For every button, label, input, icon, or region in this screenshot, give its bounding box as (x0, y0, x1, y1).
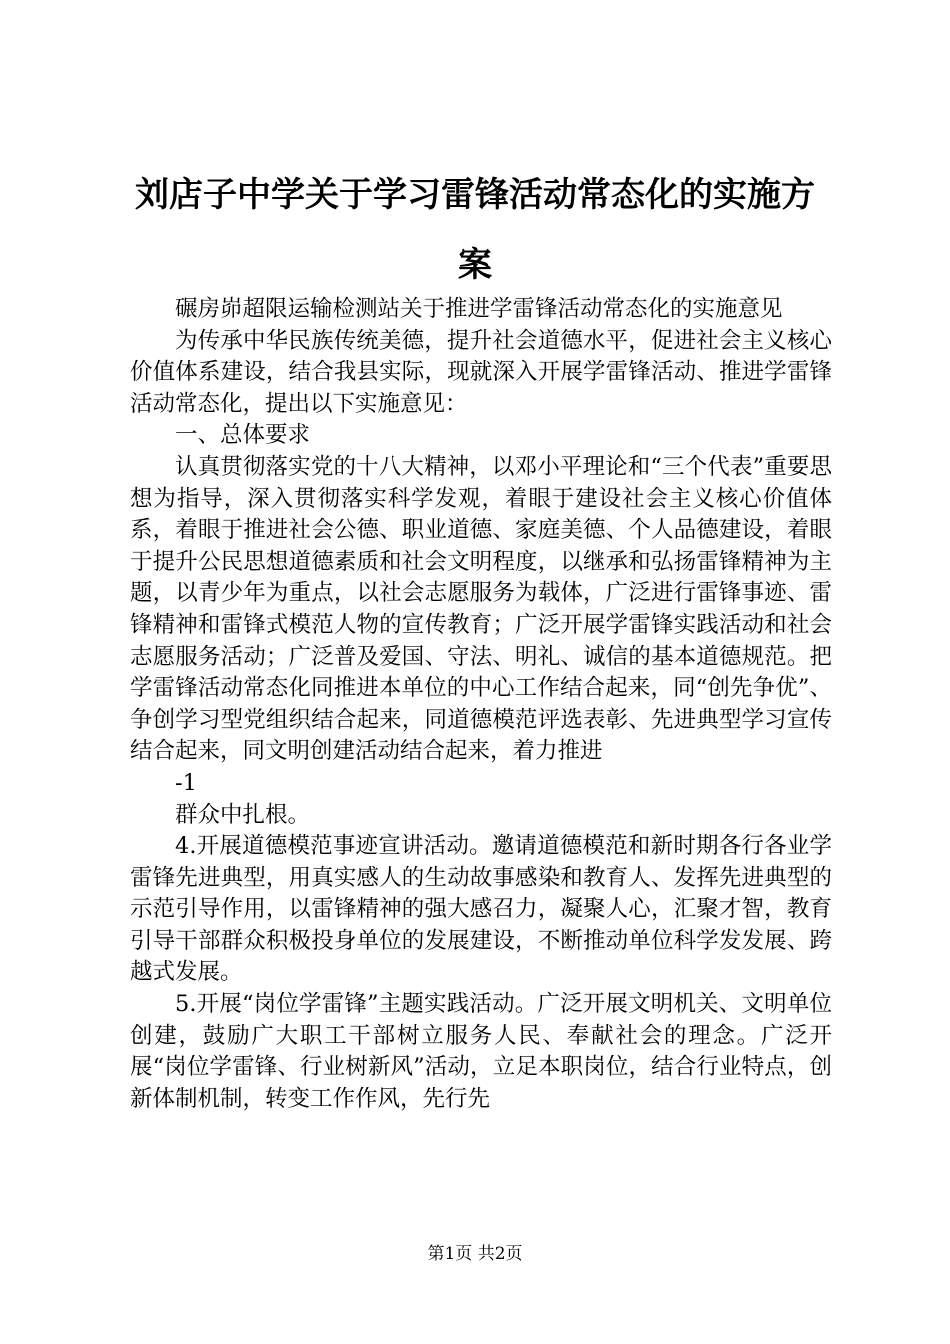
paragraph-item-5: 5.开展“岗位学雷锋”主题实践活动。广泛开展文明机关、文明单位创建，鼓励广大职工干部树立服务人民、奉献社会的理念。广泛开展“岗位学雷锋、行业树新风”活动，立足本职岗位，结合行业特点，创新体制机制，转变工作作风，先行先 (130, 991, 832, 1112)
paragraph-fragment: 群众中扎根。 (175, 801, 311, 828)
paragraph-item-4: 4.开展道德模范事迹宣讲活动。邀请道德模范和新时期各行各业学雷锋先进典型，用真实感人的生动故事感染和教育人、发挥先进典型的示范引导作用，以雷锋精神的强大感召力，凝聚人心，汇聚才智，教育引导干部群众积极投身单位的发展建设，不断推动单位科学发发展、跨越式发展。 (130, 833, 832, 986)
paragraph-subtitle: 碾房峁超限运输检测站关于推进学雷锋活动常态化的实施意见 (175, 296, 783, 322)
page-footer: 第1页 共2页 (427, 1244, 523, 1264)
document-title: 刘店子中学关于学习雷锋活动常态化的实施方案 (135, 175, 815, 285)
paragraph-requirements: 认真贯彻落实党的十八大精神，以邓小平理论和“三个代表”重要思想为指导，深入贯彻落实科学发观，着眼于建设社会主义核心价值体系，着眼于推进社会公德、职业道德、家庭美德、个人品德建设，着眼于提升公民思想道德素质和社会文明程度，以继承和弘扬雷锋精神为主题，以青少年为重点，以社会志愿服务为载体，广泛进行雷锋事迹、雷锋精神和雷锋式模范人物的宣传教育；广泛开展学雷锋实践活动和社会志愿服务活动；广泛普及爱国、守法、明礼、诚信的基本道德规范。把学雷锋活动常态化同推进本单位的中心工作结合起来，同“创先争优”、争创学习型党组织结合起来，同道德模范评选表彰、先进典型学习宣传结合起来，同文明创建活动结合起来，着力推进 (130, 453, 832, 765)
document-body (130, 294, 832, 1115)
paragraph-intro: 为传承中华民族传统美德，提升社会道德水平，促进社会主义核心价值体系建设，结合我县实际，现就深入开展学雷锋活动、推进学雷锋活动常态化，提出以下实施意见： (130, 327, 832, 417)
page-marker: -1 (175, 769, 197, 796)
section-heading: 一、总体要求 (175, 422, 311, 449)
